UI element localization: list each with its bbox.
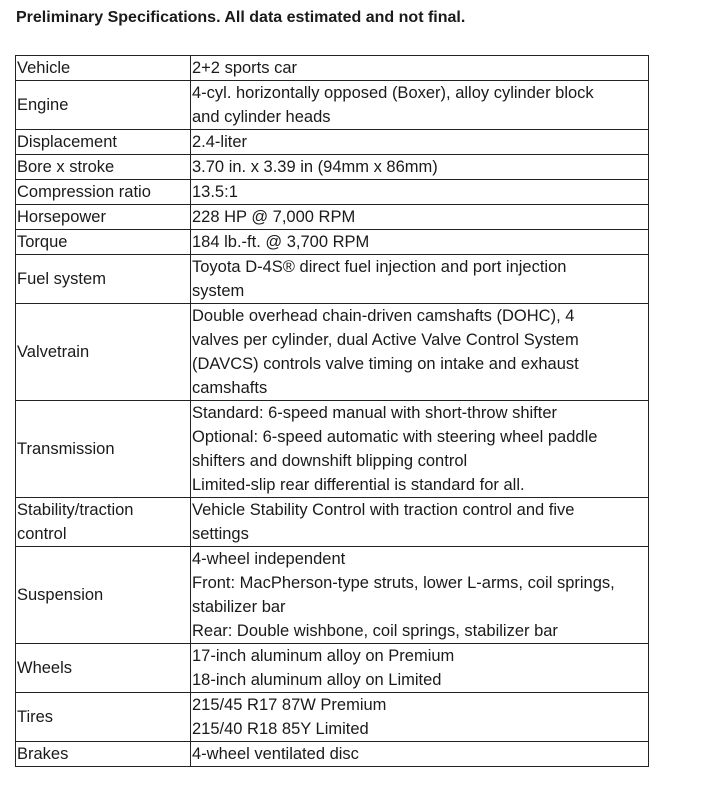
spec-value: Standard: 6-speed manual with short-throw shifter Optional: 6-speed automatic with steering wheel paddle shifters and downshift blipping control Limited-slip rear differential is standard for all. [191, 401, 649, 498]
table-row [16, 230, 649, 255]
table-row [16, 304, 649, 401]
table-row [16, 498, 649, 547]
table-row [16, 644, 649, 693]
spec-value: 2+2 sports car [191, 56, 649, 81]
table-row [16, 547, 649, 644]
spec-value: 4-wheel independent Front: MacPherson-type struts, lower L-arms, coil springs, stabilizer bar Rear: Double wishbone, coil springs, stabilizer bar [191, 547, 649, 644]
table-row [16, 130, 649, 155]
specifications-table [15, 55, 649, 767]
spec-label: Wheels [16, 644, 191, 693]
spec-value: 2.4-liter [191, 130, 649, 155]
spec-value: 17-inch aluminum alloy on Premium 18-inch aluminum alloy on Limited [191, 644, 649, 693]
spec-label: Brakes [16, 742, 191, 767]
table-row [16, 742, 649, 767]
spec-label: Horsepower [16, 205, 191, 230]
spec-label: Suspension [16, 547, 191, 644]
table-row [16, 81, 649, 130]
table-row [16, 205, 649, 230]
spec-value: 13.5:1 [191, 180, 649, 205]
spec-value: 3.70 in. x 3.39 in (94mm x 86mm) [191, 155, 649, 180]
spec-value: 215/45 R17 87W Premium 215/40 R18 85Y Limited [191, 693, 649, 742]
spec-label: Bore x stroke [16, 155, 191, 180]
page-heading: Preliminary Specifications. All data estimated and not final. [16, 9, 466, 26]
spec-label: Transmission [16, 401, 191, 498]
spec-value: Toyota D-4S® direct fuel injection and port injection system [191, 255, 649, 304]
spec-label: Stability/traction control [16, 498, 191, 547]
table-row [16, 180, 649, 205]
spec-value: 184 lb.-ft. @ 3,700 RPM [191, 230, 649, 255]
spec-label: Torque [16, 230, 191, 255]
spec-label: Compression ratio [16, 180, 191, 205]
spec-value: Double overhead chain-driven camshafts (DOHC), 4 valves per cylinder, dual Active Valve Control System (DAVCS) controls valve timing on intake and exhaust camshafts [191, 304, 649, 401]
table-row [16, 401, 649, 498]
spec-label: Engine [16, 81, 191, 130]
spec-value: 4-wheel ventilated disc [191, 742, 649, 767]
table-row [16, 693, 649, 742]
spec-label: Vehicle [16, 56, 191, 81]
table-row [16, 56, 649, 81]
table-row [16, 255, 649, 304]
spec-label: Valvetrain [16, 304, 191, 401]
spec-label: Tires [16, 693, 191, 742]
spec-value: 228 HP @ 7,000 RPM [191, 205, 649, 230]
spec-label: Fuel system [16, 255, 191, 304]
spec-value: 4-cyl. horizontally opposed (Boxer), alloy cylinder block and cylinder heads [191, 81, 649, 130]
spec-label: Displacement [16, 130, 191, 155]
table-row [16, 155, 649, 180]
spec-value: Vehicle Stability Control with traction control and five settings [191, 498, 649, 547]
